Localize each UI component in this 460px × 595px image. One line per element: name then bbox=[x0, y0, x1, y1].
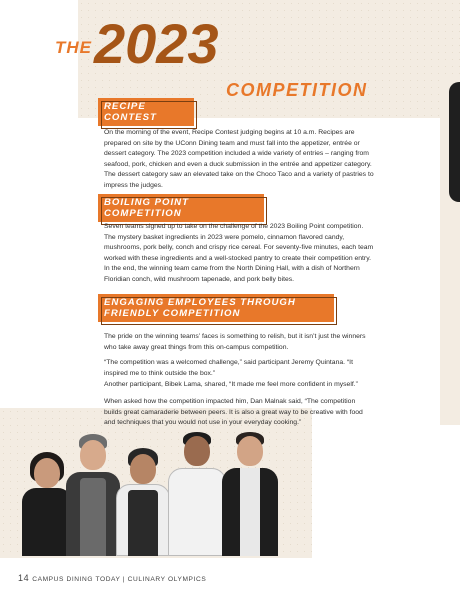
title-year: 2023 bbox=[94, 12, 219, 75]
engaging-paragraph-4: When asked how the competition impacted him, Dan Malnak said, “The competition builds great camaraderie between peers. It is also a great way to be creative with food and techniques that you would not use in your everyday cooking.” bbox=[104, 398, 363, 427]
boiling-point-paragraph: Seven teams signed up to take on the challenge of the 2023 Boiling Point competition. The mystery basket ingredients in 2023 were pomelo, cinnamon flavored candy, mushrooms, pork belly, conch and crispy rice cereal. For seventy-five minutes, each team worked with these ingredients and a well-stocked pantry to create their competition entry. In the end, the winning team came from the North Dining Hall, with a dish of Northern Floridian conch, wild mushroom tapenade, and pork belly bites. bbox=[104, 223, 374, 283]
team-member-2 bbox=[66, 434, 120, 556]
team-member-3 bbox=[116, 446, 170, 556]
title-competition: COMPETITION bbox=[226, 80, 368, 100]
partial-person-photo bbox=[449, 82, 460, 202]
team-member-1 bbox=[22, 448, 72, 556]
page-number: 14 bbox=[18, 573, 30, 583]
team-member-4 bbox=[168, 432, 226, 556]
section-heading-engaging-employees: ENGAGING EMPLOYEES THROUGH FRIENDLY COMPETITION bbox=[98, 294, 334, 322]
engaging-paragraph-3: Another participant, Bibek Lama, shared, “It made me feel more confident in myself.” bbox=[104, 381, 358, 388]
team-member-5 bbox=[222, 432, 278, 556]
footer-text: CAMPUS DINING TODAY | CULINARY OLYMPICS bbox=[32, 576, 207, 583]
engaging-paragraph-1: The pride on the winning teams’ faces is something to relish, but it isn’t just the winners who take away great things from this on-campus competition. bbox=[104, 333, 366, 351]
title-the: THE bbox=[55, 38, 92, 57]
page-footer bbox=[18, 573, 206, 583]
section-heading-boiling-point: BOILING POINT COMPETITION bbox=[98, 194, 264, 222]
engaging-paragraph-2: “The competition was a welcomed challenge,” said participant Jeremy Quintana. “It inspired me to think outside the box.” bbox=[104, 359, 353, 377]
recipe-contest-paragraph: On the morning of the event, Recipe Contest judging begins at 10 a.m. Recipes are prepared on site by the UConn Dining team and must fall into the appetizer, entrée or dessert category. The 2023 competition included a wide variety of entries – ranging from seafood, pork, chicken and even a duck submission in the entrée and appetizer category. The dessert category saw an elevated take on the Choco Taco and a variety of pastries to impress the judges. bbox=[104, 129, 374, 189]
section-heading-recipe-contest: RECIPE CONTEST bbox=[98, 98, 194, 126]
team-photo bbox=[22, 430, 290, 556]
